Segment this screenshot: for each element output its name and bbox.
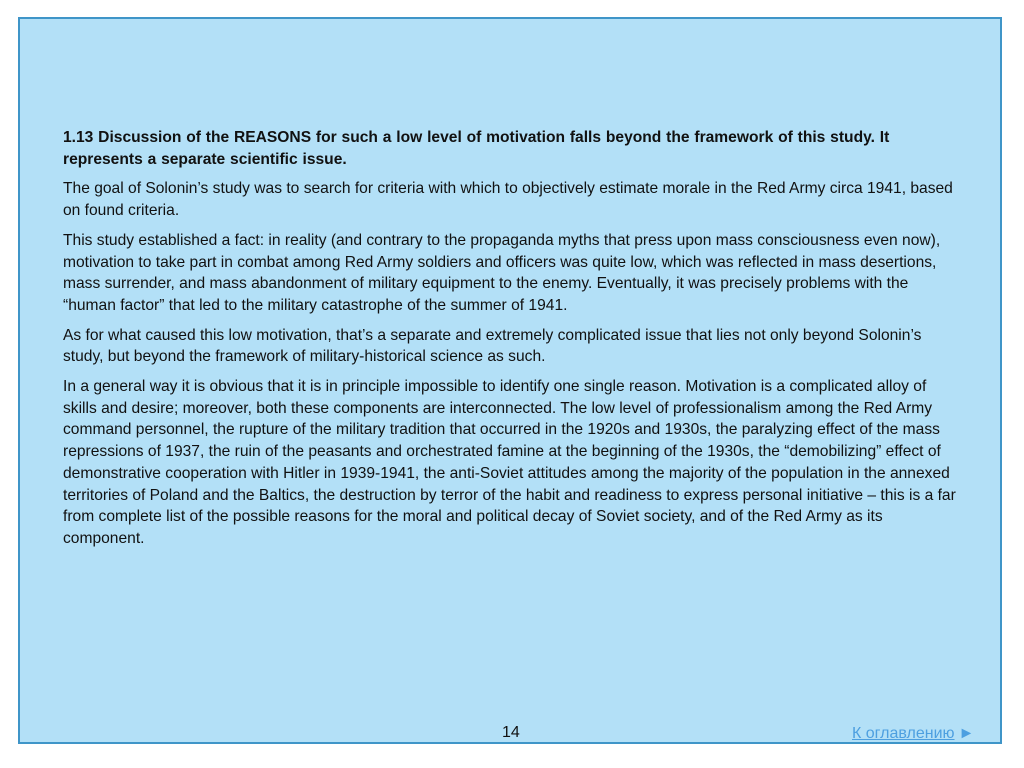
right-arrow-icon: ►: [958, 725, 975, 742]
paragraph-4: In a general way it is obvious that it is in principle impossible to identify one single reason. Motivation is a complicated alloy of skills and desire; moreover, both these components are interconnected. The low level of professionalism among the Red Army command personnel, the rupture of the military tradition that occurred in the 1920s and 1930s, the paralyzing effect of the mass repressions of 1937, the ruin of the peasants and orchestrated famine at the beginning of the 1930s, the “demobilizing” effect of demonstrative cooperation with Hitler in 1939-1941, the anti-Soviet attitudes among the majority of the population in the annexed territories of Poland and the Baltics, the destruction by terror of the habit and readiness to express personal initiative – this is a far from complete list of the possible reasons for the moral and political decay of Soviet society, and of the Red Army as its component.: [63, 378, 956, 547]
page-number: 14: [502, 724, 520, 741]
paragraph-3: As for what caused this low motivation, that’s a separate and extremely complicated issue that lies not only beyond Solonin’s study, but beyond the framework of military-historical science as such.: [63, 326, 922, 366]
slide-panel: [18, 17, 1002, 744]
paragraph-1: The goal of Solonin’s study was to search for criteria with which to objectively estimate morale in the Red Army circa 1941, based on found criteria.: [63, 180, 953, 220]
section-heading: 1.13 Discussion of the REASONS for such a low level of motivation falls beyond the framework of this study. It represents a separate scientific issue.: [63, 129, 890, 168]
paragraph-2: This study established a fact: in reality (and contrary to the propaganda myths that press upon mass consciousness even now), motivation to take part in combat among Red Army soldiers and officers was quite low, which was reflected in mass desertions, mass surrender, and mass abandonment of military equipment to the enemy. Eventually, it was precisely problems with the “human factor” that led to the military catastrophe of the summer of 1941.: [63, 231, 941, 314]
toc-link-label: К оглавлению: [852, 725, 955, 742]
slide-content: [63, 127, 963, 558]
table-of-contents-link[interactable]: [852, 725, 974, 743]
